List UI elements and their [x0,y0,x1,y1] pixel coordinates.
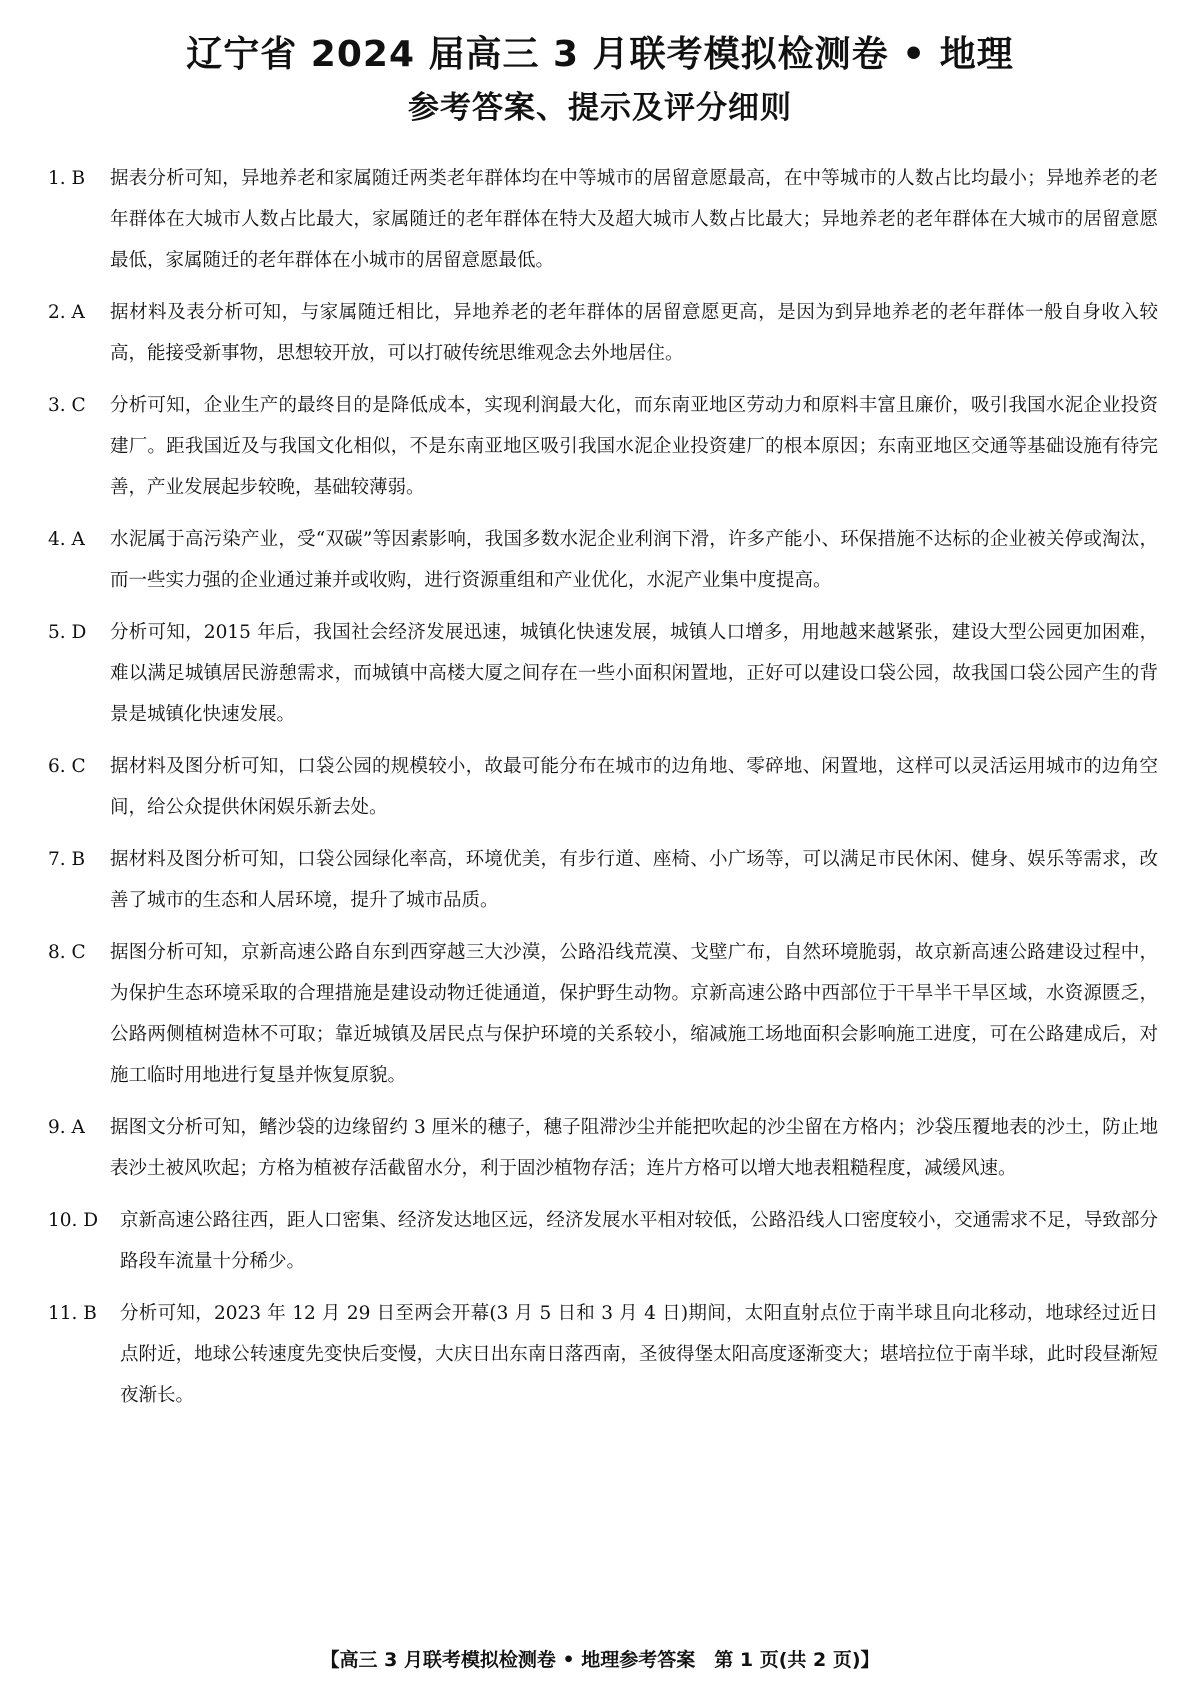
answer-text: 分析可知，2015 年后，我国社会经济发展迅速，城镇化快速发展，城镇人口增多，用地越来越紧张，建设大型公园更加困难，难以满足城镇居民游憩需求，而城镇中高楼大厦之间存在一些小面积闲置地，正好可以建设口袋公园，故我国口袋公园产生的背景是城镇化快速发展。 [110,622,1158,725]
answer-item-9 [48,1107,1158,1189]
answer-text: 分析可知，2023 年 12 月 29 日至两会开幕(3 月 5 日和 3 月 4 日)期间，太阳直射点位于南半球且向北移动，地球经过近日点附近，地球公转速度先变快后变慢，大庆日出东南日落西南，圣彼得堡太阳高度逐渐变大；堪培拉位于南半球，此时段昼渐短夜渐长。 [120,1303,1158,1406]
answer-number: 9. A [48,1117,85,1138]
answer-text: 据材料及图分析可知，口袋公园的规模较小，故最可能分布在城市的边角地、零碎地、闲置地，这样可以灵活运用城市的边角空间，给公众提供休闲娱乐新去处。 [110,756,1158,818]
answer-text: 据图文分析可知，鳍沙袋的边缘留约 3 厘米的穗子，穗子阻滞沙尘并能把吹起的沙尘留在方格内；沙袋压覆地表的沙土，防止地表沙土被风吹起；方格为植被存活截留水分，利于固沙植物存活；连片方格可以增大地表粗糙程度，减缓风速。 [110,1117,1158,1179]
answer-text: 水泥属于高污染产业，受“双碳”等因素影响，我国多数水泥企业利润下滑，许多产能小、环保措施不达标的企业被关停或淘汰，而一些实力强的企业通过兼并或收购，进行资源重组和产业优化，水泥产业集中度提高。 [110,529,1158,591]
answer-number: 4. A [48,529,85,550]
answer-number: 1. B [48,168,86,189]
answer-number: 7. B [48,849,86,870]
answer-text: 据表分析可知，异地养老和家属随迁两类老年群体均在中等城市的居留意愿最高，在中等城市的人数占比均最小；异地养老的老年群体在大城市人数占比最大，家属随迁的老年群体在特大及超大城市人数占比最大；异地养老的老年群体在大城市的居留意愿最低，家属随迁的老年群体在小城市的居留意愿最低。 [110,168,1158,271]
answer-number: 6. C [48,756,86,777]
answer-item-8 [48,932,1158,1096]
answer-text: 据图分析可知，京新高速公路自东到西穿越三大沙漠，公路沿线荒漠、戈壁广布，自然环境脆弱，故京新高速公路建设过程中，为保护生态环境采取的合理措施是建设动物迁徙通道，保护野生动物。京新高速公路中西部位于干旱半干旱区域，水资源匮乏，公路两侧植树造林不可取；靠近城镇及居民点与保护环境的关系较小，缩减施工场地面积会影响施工进度，可在公路建成后，对施工临时用地进行复垦并恢复原貌。 [110,942,1158,1086]
answer-item-6 [48,746,1158,828]
answer-item-3 [48,385,1158,508]
answer-item-11 [48,1293,1158,1416]
document-subtitle: 参考答案、提示及评分细则 [408,90,792,126]
answer-item-1 [48,158,1158,281]
answer-item-10 [48,1200,1158,1282]
answer-number: 11. B [48,1303,97,1324]
answer-number: 10. D [48,1210,99,1231]
answer-item-7 [48,839,1158,921]
answer-number: 8. C [48,942,86,963]
answer-number: 2. A [48,302,85,323]
answer-item-5 [48,612,1158,735]
answer-list [48,158,1158,1427]
answer-item-4 [48,519,1158,601]
answer-text: 据材料及图分析可知，口袋公园绿化率高，环境优美，有步行道、座椅、小广场等，可以满足市民休闲、健身、娱乐等需求，改善了城市的生态和人居环境，提升了城市品质。 [110,849,1158,911]
answer-text: 京新高速公路往西，距人口密集、经济发达地区远，经济发展水平相对较低，公路沿线人口密度较小，交通需求不足，导致部分路段车流量十分稀少。 [120,1210,1158,1272]
page-footer: 【高三 3 月联考模拟检测卷 • 地理参考答案 第 1 页(共 2 页)】 [320,1649,880,1671]
answer-text: 分析可知，企业生产的最终目的是降低成本，实现利润最大化，而东南亚地区劳动力和原料丰富且廉价，吸引我国水泥企业投资建厂。距我国近及与我国文化相似，不是东南亚地区吸引我国水泥企业投资建厂的根本原因；东南亚地区交通等基础设施有待完善，产业发展起步较晚，基础较薄弱。 [110,395,1158,498]
document-title: 辽宁省 2024 届高三 3 月联考模拟检测卷 • 地理 [186,34,1014,75]
answer-number: 3. C [48,395,86,416]
answer-text: 据材料及表分析可知，与家属随迁相比，异地养老的老年群体的居留意愿更高，是因为到异地养老的老年群体一般自身收入较高，能接受新事物，思想较开放，可以打破传统思维观念去外地居住。 [110,302,1158,364]
answer-item-2 [48,292,1158,374]
answer-number: 5. D [48,622,87,643]
